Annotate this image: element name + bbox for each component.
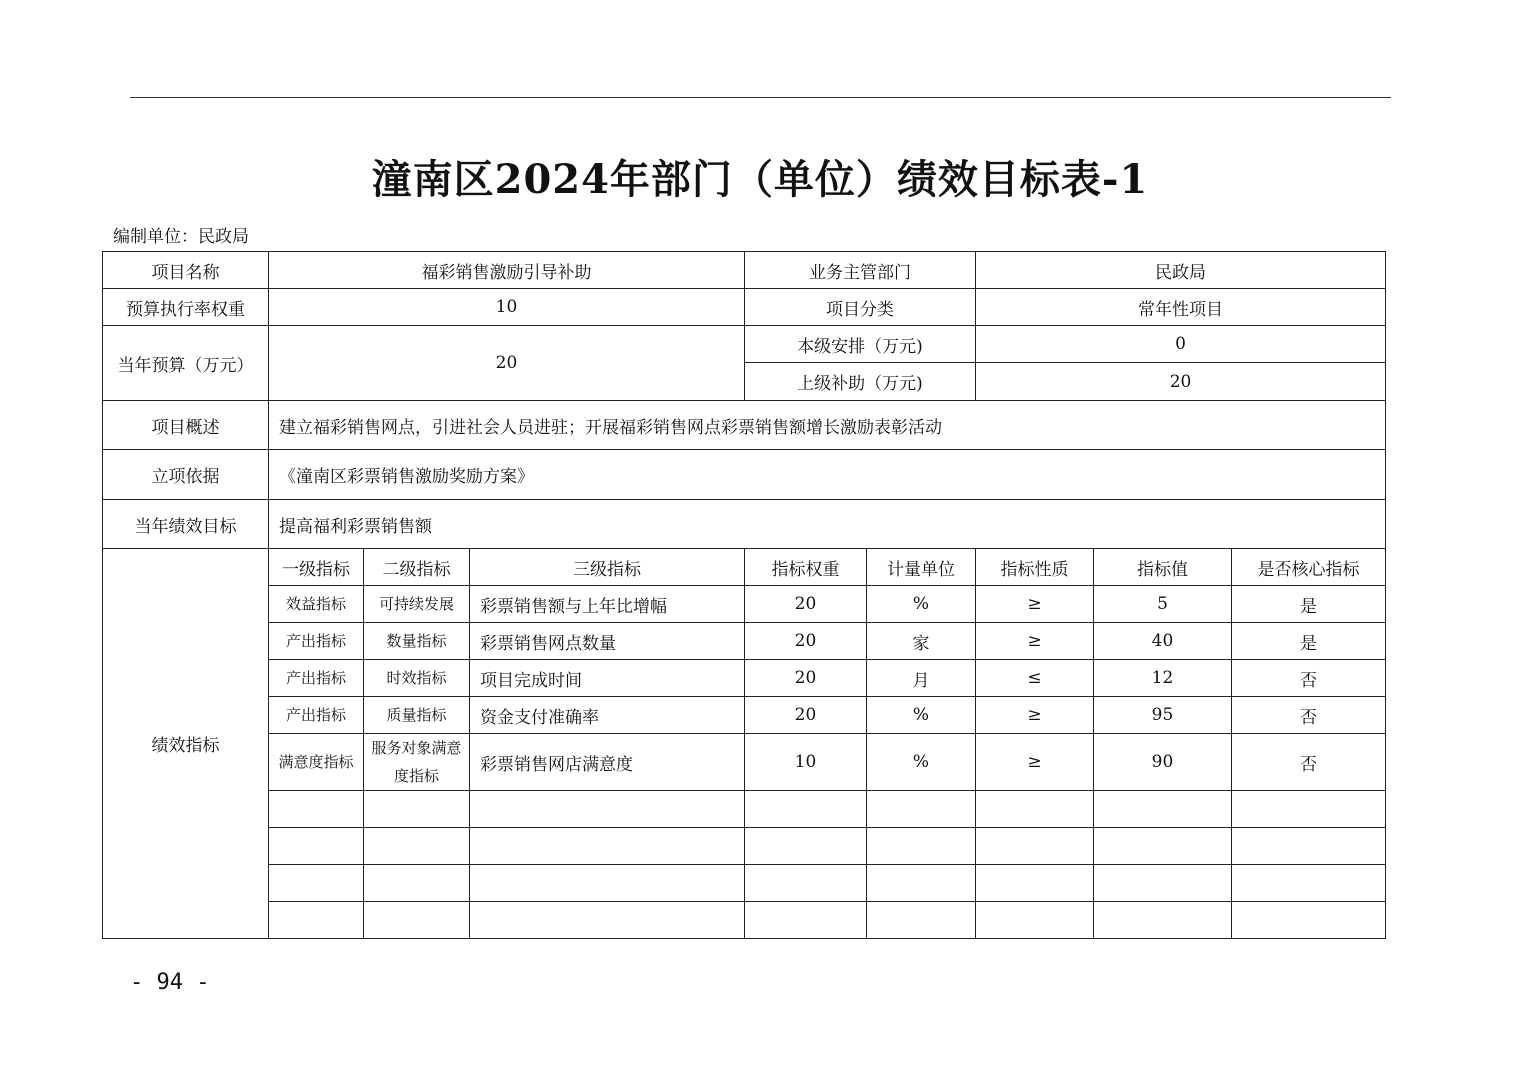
project-name-label: 项目名称 [103,252,269,289]
empty-cell [470,828,745,865]
level3-cell: 彩票销售网店满意度 [470,734,745,791]
level3-cell: 项目完成时间 [470,660,745,697]
row-weight [103,289,1386,326]
header-cell: 计量单位 [867,549,976,586]
core-cell: 是 [1232,586,1386,623]
level3-cell: 彩票销售额与上年比增幅 [470,586,745,623]
unit-cell: 家 [867,623,976,660]
header-cell: 二级指标 [364,549,470,586]
level2-cell: 服务对象满意度指标 [364,734,470,791]
empty-cell [470,791,745,828]
budget-value: 20 [269,326,745,401]
level2-cell: 时效指标 [364,660,470,697]
category-value: 常年性项目 [976,289,1386,326]
indicator-row [103,586,1386,623]
level3-cell: 彩票销售网点数量 [470,623,745,660]
weight-cell: 10 [745,734,867,791]
basis-value: 《潼南区彩票销售激励奖励方案》 [269,450,1386,500]
empty-cell [976,791,1094,828]
empty-cell [745,828,867,865]
empty-cell [976,902,1094,939]
empty-cell [470,865,745,902]
header-rule [130,97,1391,98]
header-cell: 指标权重 [745,549,867,586]
level2-cell: 数量指标 [364,623,470,660]
empty-cell [1094,902,1232,939]
empty-cell [976,828,1094,865]
unit-cell: 月 [867,660,976,697]
dept-label: 业务主管部门 [745,252,976,289]
basis-label: 立项依据 [103,450,269,500]
nature-cell: ≥ [976,586,1094,623]
empty-row [103,865,1386,902]
row-goal [103,500,1386,549]
page-number: - 94 - [130,970,210,995]
indicator-row [103,697,1386,734]
weight-cell: 20 [745,586,867,623]
nature-cell: ≤ [976,660,1094,697]
unit-cell: % [867,697,976,734]
level3-cell: 资金支付准确率 [470,697,745,734]
empty-row [103,791,1386,828]
nature-cell: ≥ [976,623,1094,660]
level1-cell: 产出指标 [269,697,364,734]
compiler-unit: 编制单位：民政局 [113,227,249,247]
level1-cell: 效益指标 [269,586,364,623]
empty-cell [1094,828,1232,865]
project-name: 福彩销售激励引导补助 [269,252,745,289]
empty-cell [867,791,976,828]
empty-row [103,828,1386,865]
category-label: 项目分类 [745,289,976,326]
goal-label: 当年绩效目标 [103,500,269,549]
nature-cell: ≥ [976,734,1094,791]
header-cell: 是否核心指标 [1232,549,1386,586]
level1-cell: 产出指标 [269,660,364,697]
level2-cell: 质量指标 [364,697,470,734]
empty-cell [269,865,364,902]
indicator-row [103,734,1386,791]
empty-cell [269,902,364,939]
overview-value: 建立福彩销售网点，引进社会人员进驻；开展福彩销售网点彩票销售额增长激励表彰活动 [269,401,1386,450]
local-value: 0 [976,326,1386,363]
overview-label: 项目概述 [103,401,269,450]
core-cell: 是 [1232,623,1386,660]
performance-table [102,251,1386,939]
empty-cell [470,902,745,939]
header-cell: 一级指标 [269,549,364,586]
empty-row [103,902,1386,939]
empty-cell [1232,828,1386,865]
header-cell: 指标性质 [976,549,1094,586]
empty-cell [269,791,364,828]
weight-label: 预算执行率权重 [103,289,269,326]
core-cell: 否 [1232,697,1386,734]
indicators-section-label: 绩效指标 [103,549,269,939]
unit-cell: % [867,734,976,791]
level1-cell: 满意度指标 [269,734,364,791]
empty-cell [867,828,976,865]
level2-cell: 可持续发展 [364,586,470,623]
local-label: 本级安排（万元) [745,326,976,363]
row-overview [103,401,1386,450]
weight-cell: 20 [745,623,867,660]
indicator-row [103,623,1386,660]
dept-value: 民政局 [976,252,1386,289]
unit-cell: % [867,586,976,623]
weight-cell: 20 [745,660,867,697]
weight-value: 10 [269,289,745,326]
value-cell: 95 [1094,697,1232,734]
empty-cell [269,828,364,865]
indicator-row [103,660,1386,697]
goal-value: 提高福利彩票销售额 [269,500,1386,549]
empty-cell [867,865,976,902]
core-cell: 否 [1232,660,1386,697]
weight-cell: 20 [745,697,867,734]
row-budget [103,326,1386,363]
value-cell: 40 [1094,623,1232,660]
empty-cell [1094,791,1232,828]
row-basis [103,450,1386,500]
empty-cell [364,828,470,865]
empty-cell [364,791,470,828]
empty-cell [745,791,867,828]
upper-value: 20 [976,363,1386,401]
empty-cell [1232,902,1386,939]
empty-cell [364,902,470,939]
indicator-header-row [103,549,1386,586]
row-project-name [103,252,1386,289]
empty-cell [364,865,470,902]
page-title: 潼南区2024年部门（单位）绩效目标表-1 [371,156,1149,203]
value-cell: 12 [1094,660,1232,697]
empty-cell [1232,791,1386,828]
empty-cell [745,902,867,939]
empty-cell [867,902,976,939]
core-cell: 否 [1232,734,1386,791]
empty-cell [1094,865,1232,902]
value-cell: 5 [1094,586,1232,623]
empty-cell [745,865,867,902]
header-cell: 指标值 [1094,549,1232,586]
empty-cell [976,865,1094,902]
nature-cell: ≥ [976,697,1094,734]
upper-label: 上级补助（万元) [745,363,976,401]
empty-cell [1232,865,1386,902]
value-cell: 90 [1094,734,1232,791]
budget-label: 当年预算（万元） [103,326,269,401]
header-cell: 三级指标 [470,549,745,586]
level1-cell: 产出指标 [269,623,364,660]
